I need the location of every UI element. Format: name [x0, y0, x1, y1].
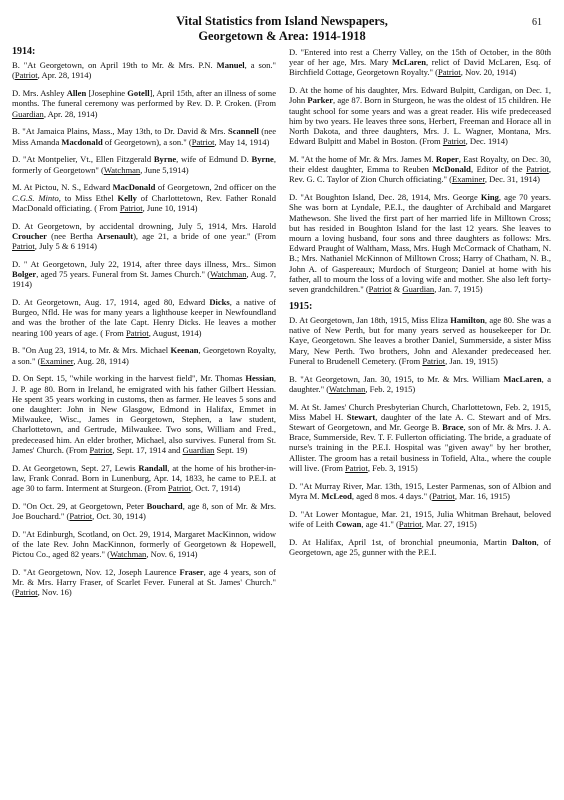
entry-text: Kelly [117, 192, 137, 203]
entry-text: of Charlottetown, Rev. Father Ronald MacDonald officiating. ( From [12, 192, 277, 213]
entry-text: (nee Bertha [46, 230, 97, 241]
entry-text: , Mar. 16, 1915) [454, 490, 510, 501]
entry-text: Croucher [12, 230, 47, 241]
entry-text: (nee Miss Amanda [12, 126, 277, 147]
entry-text: D. At Georgetown, Sept. 27, Lewis [12, 462, 139, 473]
entry-text: Brace [442, 422, 464, 433]
entry-text: D. On Sept. 15, "while working in the harvest field", Mr. Thomas [12, 373, 246, 384]
entry-text: Randall [138, 462, 168, 473]
entry-text: , aged 75 years. Funeral from St. James Church." ( [36, 269, 211, 280]
entry-text: Cowan [335, 518, 362, 529]
entry-text: ), age 21, a bride of one year." (From [133, 230, 276, 241]
entry-text: MacLaren [503, 373, 542, 384]
entry-text: , Apr. 28, 1914) [37, 70, 92, 81]
entry-text: , Feb. 3, 1915) [367, 462, 418, 473]
record-entry [289, 154, 551, 185]
record-entry [289, 85, 551, 146]
record-entry [289, 537, 551, 557]
entry-text: D. "Entered into rest a Cherry Valley, on the 15th of October, in the 80th year of her age, Mrs. Mary [289, 47, 551, 68]
entry-text: MacDonald [112, 182, 156, 193]
entry-text: D. "At Lower Montague, Mar. 21, 1915, Julia Whitman Brehaut, beloved wife of Leith [289, 508, 551, 529]
entry-text: D. "At Edinburgh, Scotland, on Oct. 29, 1914, Margaret MacKinnon, widow of the late Rev. John MacKinnon, formerly of Georgetown & Hopewell, Pictou Co., aged 82 years." ( [12, 528, 276, 560]
entry-text: Manuel [216, 60, 245, 71]
entry-text: Byrne [153, 154, 177, 165]
entry-text: Patriot [442, 136, 466, 147]
entry-text: D. Mrs. Ashley [12, 88, 67, 99]
entry-text: of Georgetown, 2nd officer on the [155, 182, 276, 193]
entry-text: , relict of David McLaren, Esq. of Birchfield Cottage, Georgetown Royalty." ( [289, 57, 552, 78]
entry-text: B. "At Georgetown, on April 19th to Mr. & Mrs. P.N. [12, 60, 217, 71]
entry-text: McLeod [321, 490, 352, 501]
entry-text: , July 5 & 6 1914) [34, 241, 97, 252]
entry-text: , daughter of the late A. C. Stewart and of Mrs. Stewart of Georgetown, and Mr. George B. [289, 411, 551, 433]
record-entry [12, 297, 276, 338]
record-entry [289, 47, 551, 78]
entry-text: D. At Halifax, April 1st, of bronchial pneumonia, Martin [289, 536, 512, 547]
record-entry [12, 501, 276, 521]
record-entry [12, 567, 276, 598]
entry-text: Allen [66, 88, 87, 99]
title-line-2: Georgetown & Area: 1914-1918 [198, 29, 366, 43]
entry-text: Scannell [227, 126, 259, 137]
entry-text: , Nov. 20, 1914) [460, 67, 517, 78]
entry-text: Patriot [438, 67, 461, 78]
entry-text: , June 5,1914) [140, 164, 189, 175]
entry-text: , age 70 years. She was born at Lyndale, P.E.I., the daughter of Archibald and Margaret Mathewson. She lived the first part of her married life in Milltown Cross; but has resided in Boughton Island for the last 12 years. She leaves to mourn a loving husband, four sons and three daughters as follows: Mrs. Edward Praught of Waltham, Mass, Mrs. Hugh McCormack of Chatham, N. B.; Mrs. Nathaniel McKinnon of Milltown Cross; Harry of Chatham, N. B., John A. of Gaspereaux; Murdoch of Sturgeon; Daniel at home with his father, all to mourn the loss of a loving wife and mother. She also left forty-seven grandchildren." ( [289, 192, 551, 295]
entry-text: Hessian [245, 373, 274, 384]
entry-text: & [391, 284, 403, 295]
entry-text: [Josephine [86, 88, 128, 99]
entry-text: D. "At Murray River, Mar. 13th, 1915, Lester Parmenas, son of Albion and Myra M. [289, 480, 551, 501]
entry-text: , of Georgetown, age 25, gunner with the P.E.I. [289, 536, 551, 557]
record-entry [12, 259, 276, 290]
entry-text: D. "On Oct. 29, at Georgetown, Peter [12, 500, 147, 511]
record-entry [12, 529, 276, 560]
entry-text: , aged 8 mos. 4 days." ( [351, 490, 433, 501]
entry-text: , Mar. 27, 1915) [421, 518, 477, 529]
entry-text: M. "At the home of Mr. & Mrs. James M. [289, 154, 436, 165]
entry-text: Patriot [422, 355, 446, 366]
record-entry [12, 463, 276, 494]
entry-text: , Oct. 7, 1914) [190, 483, 241, 494]
entry-text: Patriot [119, 202, 143, 213]
record-entry [289, 192, 551, 294]
record-entry [12, 154, 276, 174]
entry-text: , Nov. 16) [37, 587, 72, 598]
entry-text: , age 8, son of Mr. & Mrs. Joe Bouchard." ( [12, 500, 276, 522]
record-entry [12, 60, 276, 80]
entry-text: Patriot [345, 462, 368, 473]
record-entry [12, 221, 276, 252]
entry-text: , to Miss Ethel [58, 192, 118, 203]
entry-text: Bouchard [146, 500, 183, 511]
entry-text: , Rev. G. C. Taylor of Zion Church officiating." ( [289, 164, 552, 185]
entry-text: , Oct. 30, 1914) [92, 511, 146, 522]
entry-text: , formerly of Georgetown" ( [12, 154, 276, 175]
entry-text: Watchman [329, 383, 366, 394]
entry-text: Examiner [451, 174, 485, 185]
record-entry [12, 126, 276, 146]
entry-text: , June 10, 1914) [142, 202, 198, 213]
record-entry [12, 345, 276, 365]
entry-text: , Aug. 28, 1914) [73, 355, 129, 366]
entry-text: B. "At Georgetown, Jan. 30, 1915, to Mr. & Mrs. William [289, 373, 504, 384]
record-entry [289, 315, 551, 366]
entry-text: , age 80. She was a native of New Perth, but for many years served as housekeeper for Dr. Kaye, Georgetown. She leaves a brother Daniel, Summerside, a sister Miss Mary, New Perth. Two brothers, John and Alexander predeceased her. Funeral to Brudenell Cemetery. (From [289, 315, 551, 366]
left-column [12, 47, 276, 605]
entry-text: , Jan. 7, 1915) [434, 284, 483, 295]
entry-text: Parker [307, 95, 333, 106]
entry-text: D. At Georgetown, Aug. 17, 1914, aged 80, Edward [12, 297, 210, 308]
entry-text: , Sept. 17, 1914 and [112, 444, 183, 455]
entry-text: , Jan. 19, 1915) [445, 355, 498, 366]
entry-text: McLaren [391, 57, 426, 68]
entry-text: Gotell [127, 88, 150, 99]
entry-text: Sept. 19) [214, 444, 248, 455]
entry-text: , son of Mr. & Mrs. J. A. Brace, Summerside, Rev. T. F. Fullerton officiating. The bride, a graduate of nurse's training in the P.E.I. Hospital was "given away" by her brother, Allister. The groom has a retail business in Tofield, Alta., where the couple will live. (From [289, 422, 551, 473]
entry-text: D. "At Georgetown, Nov. 12, Joseph Laurence [12, 567, 180, 578]
entry-text: of Georgetown), a son." ( [102, 136, 192, 147]
entry-text: , August, 1914) [148, 327, 202, 338]
entry-text: , May 14, 1914) [214, 136, 270, 147]
entry-text: M. At Pictou, N. S., Edward [12, 182, 113, 193]
entry-text: , Dec. 1914) [465, 136, 508, 147]
entry-text: Patriot [432, 490, 455, 501]
entry-text: B. "On Aug 23, 1914, to Mr. & Mrs. Michael [12, 345, 171, 356]
entry-text: Macdonald [61, 136, 103, 147]
record-entry [289, 374, 551, 394]
title-line-1: Vital Statistics from Island Newspapers, [176, 14, 388, 28]
entry-text: Roper [435, 154, 459, 165]
entry-text: Patriot [191, 136, 215, 147]
entry-text: , age 4 years, son of Mr. & Mrs. Harry Fraser, of Scarlet Fever. Funeral at St. James' Church." ( [12, 567, 276, 598]
entry-text: C.G.S. Minto [12, 192, 59, 203]
entry-text: , J. P. age 80. Born in Ireland, he emigrated with his father Gilbert Hessian. He spent 35 years working in customs, then as farmer. He leaves 5 sons and one daughter: John in New Glasgow, Edmond in Halifax, Emmet in Milwaukee, Wisc., James in Georgetown, Stephen, a law student, Charlottetown, and Gertrude, Milwaukee. Two sons, William and Fred., predeceased him. An elder brother, Michael, also survives. Funeral from St. James' Church. (From [12, 373, 276, 455]
entry-text: Keenan [170, 345, 199, 356]
entry-text: Patriot [14, 70, 38, 81]
entry-text: B. "At Jamaica Plains, Mass., May 13th, to Dr. David & Mrs. [12, 126, 228, 137]
entry-text: Examiner [40, 355, 74, 366]
entry-text: D. At Georgetown, by accidental drowning, July 5, 1914, Mrs. Harold [12, 220, 276, 231]
page-number: 61 [532, 17, 542, 28]
entry-text: Patriot [526, 164, 549, 175]
entry-text: , a native of Burgeo, Nfld. He was for many years a lighthouse keeper in Newfoundland and was the brother of the late Capt. Henry Dicks. He leaves a mother nearing 100 years of age. ( From [12, 297, 276, 338]
record-entry [289, 402, 551, 473]
entry-text: D. " At Georgetown, July 22, 1914, after three days illness, Mrs.. Simon [12, 258, 276, 269]
entry-text: McDonald [432, 164, 471, 175]
entry-text: Byrne [251, 154, 274, 165]
entry-text: Hamilton [450, 315, 485, 326]
entry-text: Guardian [12, 108, 44, 119]
entry-text: M. At St. James' Church Presbyterian Church, Charlottetown, Feb. 2, 1915, Miss Mabel H. [289, 401, 551, 422]
entry-text: , Editor of the [470, 164, 527, 175]
entry-text: , Apr. 28, 1914) [43, 108, 98, 119]
entry-text: Patriot [368, 284, 392, 295]
entry-text: , at the home of his brother-in-law, Frank Conrad. Born in Lunenburg, Apr. 14, 1833, he came to P.E.I. at age 30 to farm. Interment at Sturgeon. (From [12, 462, 276, 494]
entry-text: , Feb. 2, 1915) [365, 383, 416, 394]
entry-text: D. At Georgetown, Jan 18th, 1915, Miss Eliza [289, 315, 451, 326]
entry-text: D. "At Montpelier, Vt., Ellen Fitzgerald [12, 154, 154, 165]
entry-text: Patriot [12, 241, 35, 252]
entry-text: Patriot [89, 444, 113, 455]
entry-text: Guardian [402, 284, 435, 295]
entry-text: ], April 15th, after an illness of some months. The funeral ceremony was performed by Rev. D. P. Croken. (From [12, 88, 276, 109]
entry-text: D. At the home of his daughter, Mrs. Edward Bulpitt, Cardigan, on Dec. 1, John [289, 85, 551, 106]
entry-text: , Aug. 7, 1914) [12, 269, 276, 290]
entry-text: , East Royalty, on Dec. 30, their eldest daughter, Emma to Reuben [289, 154, 551, 175]
entry-text: , Dec. 31, 1914) [484, 174, 540, 185]
entry-text: Watchman [103, 164, 141, 175]
record-entry [12, 182, 276, 213]
entry-text: , wife of Edmund D. [176, 154, 252, 165]
year-heading-1914: 1914: [12, 46, 36, 57]
entry-text: Guardian [182, 444, 215, 455]
entry-text: Stewart [346, 411, 376, 422]
right-column [289, 47, 551, 565]
entry-text: Patriot [69, 511, 93, 522]
entry-text: Dicks [209, 297, 230, 308]
entry-text: Patriot [14, 587, 38, 598]
entry-text: , a son." ( [12, 60, 277, 81]
entry-text: Patriot [398, 518, 422, 529]
year-heading-1915: 1915: [289, 300, 313, 312]
entry-text: D. "At Boughton Island, Dec. 28, 1914, Mrs. George [289, 192, 481, 203]
entry-text: Arsenault [96, 230, 134, 241]
entry-text: , age 41." ( [361, 518, 399, 529]
entry-text: , age 87. Born in Sturgeon, he was the oldest of 15 children. He taught school for some years and was a great reader. His wife predeceased him by two years. He leaves three sons, Herbert, Freeman and Horace all in North Dakota, and three daughters, Mrs. J. L. Wagner, Montana, Mrs. Edward Bulpitt and Mabel in Boston. (From [289, 95, 551, 147]
record-entry [289, 509, 551, 529]
entry-text: King [480, 192, 499, 203]
entry-text: , Georgetown Royalty, a son." ( [12, 345, 276, 366]
entry-text: Watchman [210, 269, 247, 280]
page-title [0, 14, 564, 44]
entry-text: Dalton [511, 536, 537, 547]
entry-text: Bolger [12, 269, 37, 280]
entry-text: Patriot [168, 483, 191, 494]
record-entry [12, 373, 276, 455]
entry-text: Fraser [179, 567, 204, 578]
record-entry [12, 88, 276, 119]
entry-text: , Nov. 6, 1914) [146, 549, 198, 560]
entry-text: Watchman [109, 549, 147, 560]
entry-text: , a daughter." ( [289, 373, 551, 394]
entry-text: Patriot [125, 327, 149, 338]
record-entry [289, 481, 551, 501]
